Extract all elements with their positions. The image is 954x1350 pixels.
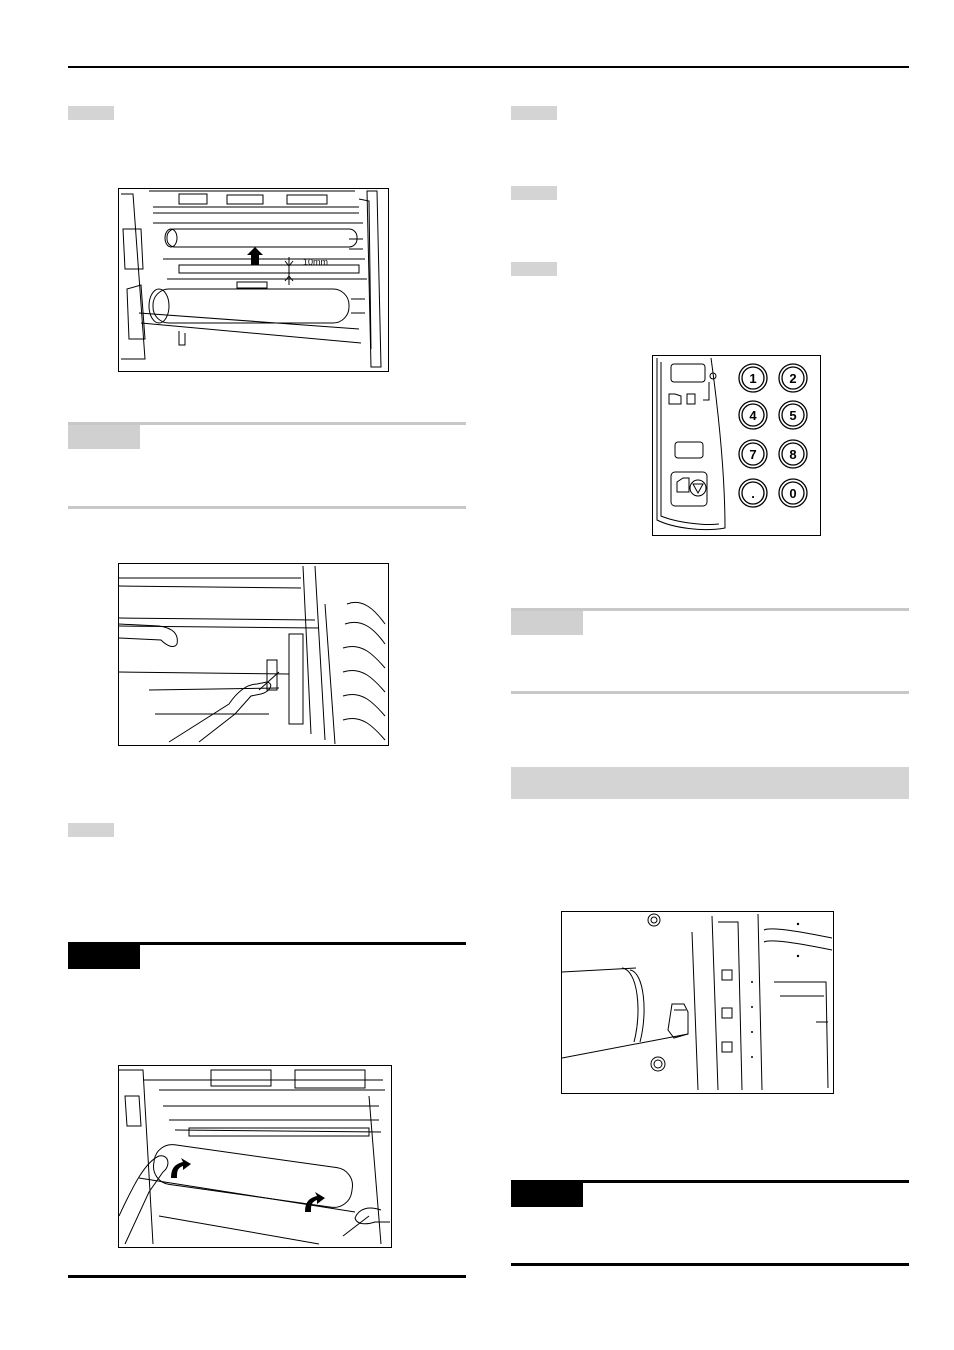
step-tag bbox=[68, 823, 114, 837]
top-rule bbox=[68, 66, 909, 68]
figure-roller-install bbox=[118, 1065, 392, 1248]
figure-side-view bbox=[561, 911, 834, 1094]
figure-fixing-unit bbox=[118, 188, 389, 372]
key-7: 7 bbox=[749, 447, 757, 462]
step-tag bbox=[511, 106, 557, 120]
roller-install-illustration bbox=[119, 1066, 390, 1246]
caution-tag bbox=[511, 1183, 583, 1207]
right-bottom-rule bbox=[511, 1263, 909, 1266]
side-view-illustration bbox=[562, 912, 832, 1092]
note-end-rule bbox=[68, 506, 466, 509]
section-heading-band bbox=[511, 767, 909, 799]
left-bottom-rule bbox=[68, 1275, 466, 1278]
key-5: 5 bbox=[789, 408, 797, 423]
step-tag bbox=[511, 186, 557, 200]
caution-tag bbox=[68, 945, 140, 969]
key-4: 4 bbox=[749, 408, 757, 423]
key-dot: . bbox=[751, 486, 755, 501]
operation-panel-illustration bbox=[653, 356, 819, 534]
figure-cleaning-hands bbox=[118, 563, 389, 746]
fixing-unit-illustration bbox=[119, 189, 387, 370]
note-tag bbox=[68, 425, 140, 449]
key-8: 8 bbox=[789, 447, 797, 462]
key-2: 2 bbox=[789, 371, 797, 386]
key-0: 0 bbox=[789, 486, 797, 501]
figure-operation-panel bbox=[652, 355, 821, 536]
note-tag bbox=[511, 611, 583, 635]
note-end-rule bbox=[511, 691, 909, 694]
step-tag bbox=[511, 262, 557, 276]
key-1: 1 bbox=[749, 371, 757, 386]
dimension-label: 10mm bbox=[303, 257, 329, 267]
cleaning-hands-illustration bbox=[119, 564, 387, 744]
step-tag bbox=[68, 106, 114, 120]
